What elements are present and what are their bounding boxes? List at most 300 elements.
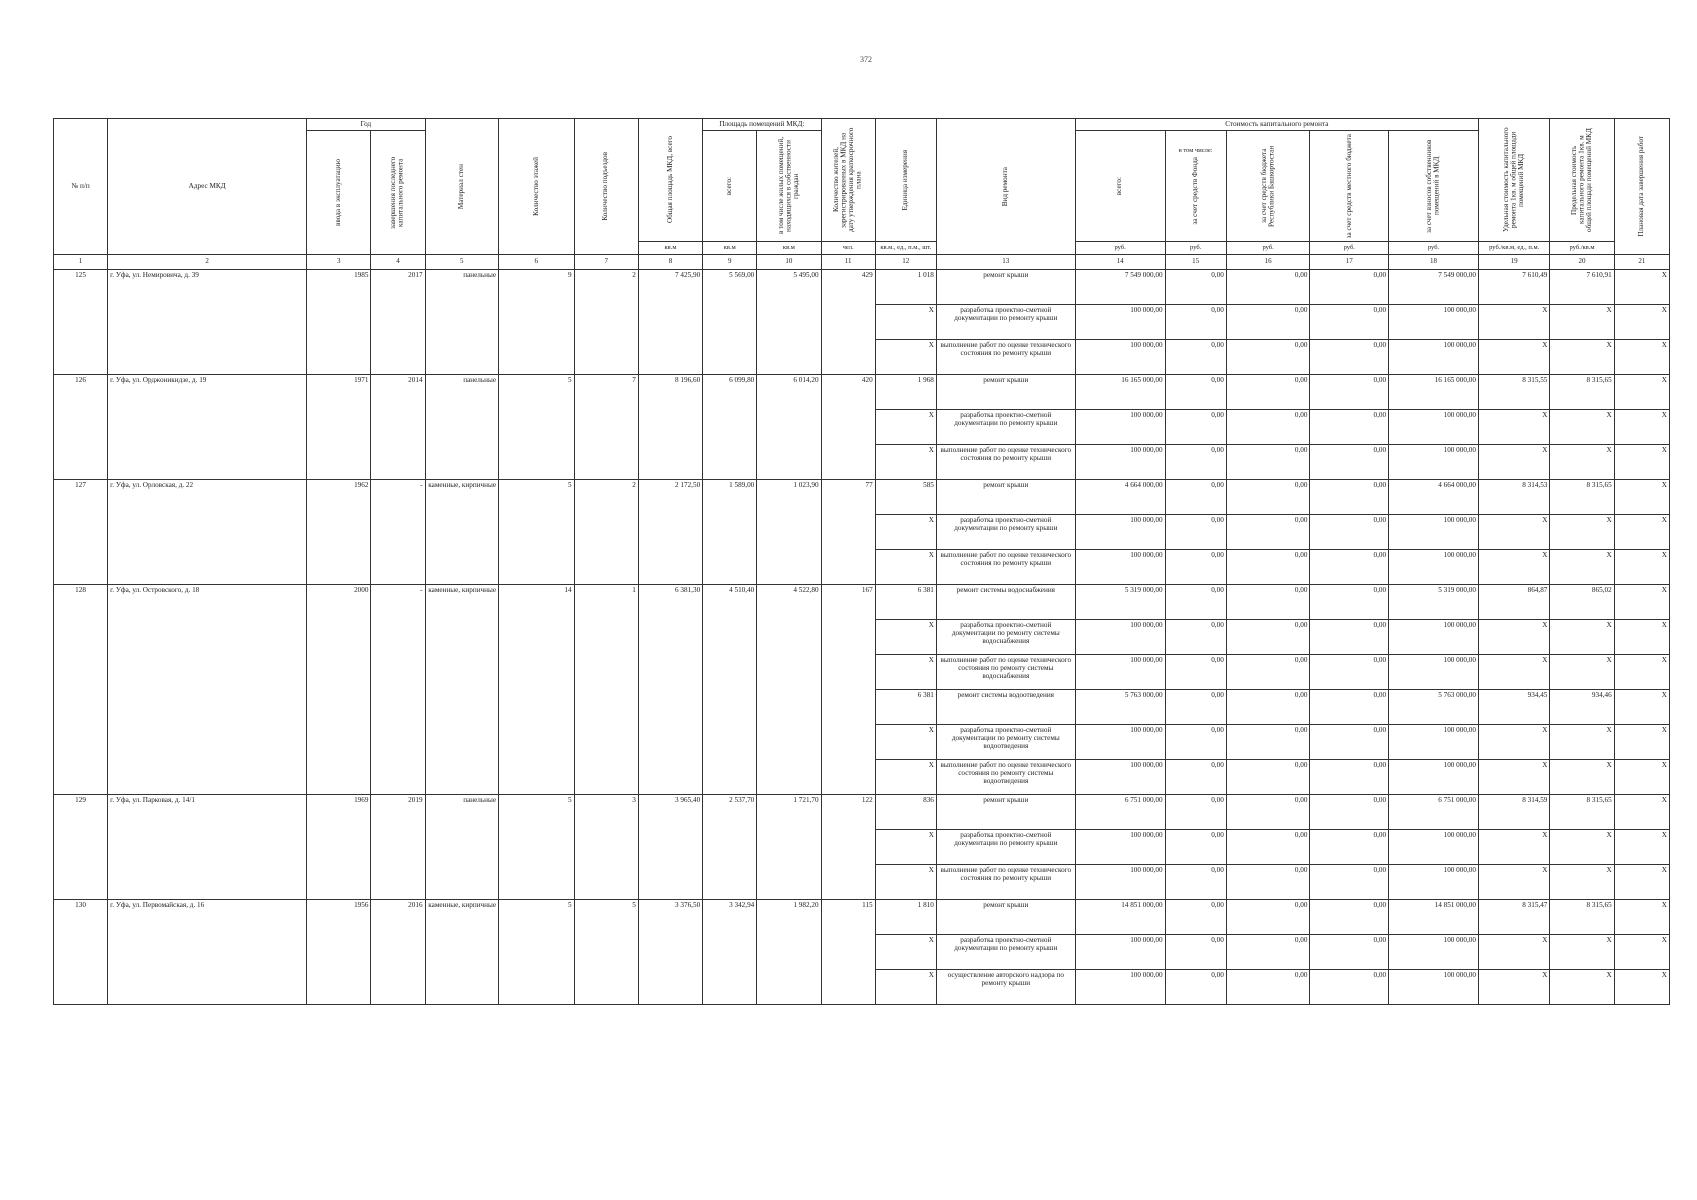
cost-local: 0,00	[1310, 690, 1389, 725]
repair-type: разработка проектно-сметной документации по ремонту крыши	[936, 830, 1075, 865]
table-row	[54, 480, 1670, 515]
repair-type: ремонт крыши	[936, 480, 1075, 515]
planned-date: X	[1614, 270, 1669, 305]
cost-fund: 0,00	[1165, 445, 1226, 480]
max-cost: X	[1550, 865, 1614, 900]
house-number: 127	[54, 480, 108, 585]
unit-area-all: кв.м	[703, 242, 757, 255]
col-number: 6	[499, 255, 575, 270]
floors: 5	[499, 900, 575, 1005]
cost-total: 100 000,00	[1075, 865, 1165, 900]
cost-republic: 0,00	[1226, 760, 1310, 795]
quantity: X	[875, 830, 936, 865]
planned-date: X	[1614, 480, 1669, 515]
cost-fund: 0,00	[1165, 480, 1226, 515]
cost-local: 0,00	[1310, 725, 1389, 760]
cost-republic: 0,00	[1226, 935, 1310, 970]
area-all: 3 342,94	[703, 900, 757, 1005]
year-last-repair: 2019	[371, 795, 425, 900]
cost-owners: 100 000,00	[1389, 305, 1479, 340]
max-cost: X	[1550, 340, 1614, 375]
year-last-repair: 2014	[371, 375, 425, 480]
total-area: 3 376,50	[638, 900, 702, 1005]
header-year-last-repair: завершения последнего капитального ремонта	[371, 131, 425, 255]
capital-repair-table	[53, 118, 1670, 1005]
house-address: г. Уфа, ул. Островского, д. 18	[108, 585, 307, 795]
max-cost: 865,02	[1550, 585, 1614, 620]
repair-type: ремонт системы водоотведения	[936, 690, 1075, 725]
quantity: X	[875, 305, 936, 340]
planned-date: X	[1614, 655, 1669, 690]
cost-republic: 0,00	[1226, 655, 1310, 690]
cost-republic: 0,00	[1226, 690, 1310, 725]
planned-date: X	[1614, 725, 1669, 760]
col-number: 4	[371, 255, 425, 270]
max-cost: X	[1550, 620, 1614, 655]
repair-type: разработка проектно-сметной документации по ремонту крыши	[936, 515, 1075, 550]
cost-fund: 0,00	[1165, 795, 1226, 830]
residents: 115	[821, 900, 875, 1005]
cost-fund: 0,00	[1165, 725, 1226, 760]
cost-total: 6 751 000,00	[1075, 795, 1165, 830]
unit-cost: 934,45	[1478, 690, 1549, 725]
header-planned-date: Плановая дата завершения работ	[1614, 119, 1669, 255]
repair-type: ремонт крыши	[936, 375, 1075, 410]
cost-owners: 100 000,00	[1389, 830, 1479, 865]
col-number: 3	[307, 255, 371, 270]
header-address: Адрес МКД	[108, 119, 307, 255]
residents: 420	[821, 375, 875, 480]
unit-cost: 8 314,53	[1478, 480, 1549, 515]
cost-total: 5 763 000,00	[1075, 690, 1165, 725]
total-area: 8 196,60	[638, 375, 702, 480]
col-number: 19	[1478, 255, 1549, 270]
area-contrib: 5 495,00	[757, 270, 821, 375]
cost-republic: 0,00	[1226, 865, 1310, 900]
repair-type: ремонт крыши	[936, 270, 1075, 305]
planned-date: X	[1614, 795, 1669, 830]
cost-republic: 0,00	[1226, 480, 1310, 515]
col-number: 13	[936, 255, 1075, 270]
cost-owners: 4 664 000,00	[1389, 480, 1479, 515]
year-commission: 2000	[307, 585, 371, 795]
quantity: 585	[875, 480, 936, 515]
floors: 5	[499, 375, 575, 480]
house-number: 129	[54, 795, 108, 900]
cost-total: 16 165 000,00	[1075, 375, 1165, 410]
cost-local: 0,00	[1310, 655, 1389, 690]
house-number: 128	[54, 585, 108, 795]
cost-total: 100 000,00	[1075, 515, 1165, 550]
max-cost: X	[1550, 445, 1614, 480]
max-cost: X	[1550, 305, 1614, 340]
entrances: 2	[574, 480, 638, 585]
cost-total: 100 000,00	[1075, 935, 1165, 970]
header-entrances: Количество подъездов	[574, 119, 638, 255]
repair-type: выполнение работ по оценке технического состояния по ремонту крыши	[936, 865, 1075, 900]
year-last-repair: 2017	[371, 270, 425, 375]
quantity: X	[875, 935, 936, 970]
cost-owners: 100 000,00	[1389, 655, 1479, 690]
cost-fund: 0,00	[1165, 900, 1226, 935]
col-number: 12	[875, 255, 936, 270]
year-last-repair: -	[371, 480, 425, 585]
floors: 5	[499, 480, 575, 585]
planned-date: X	[1614, 515, 1669, 550]
col-number: 8	[638, 255, 702, 270]
col-number: 15	[1165, 255, 1226, 270]
header-max-cost: Предельная стоимость капитального ремонта 1кв. м общей площади помещений МКД	[1550, 119, 1614, 242]
unit-area-contrib: кв.м	[757, 242, 821, 255]
cost-local: 0,00	[1310, 410, 1389, 445]
cost-local: 0,00	[1310, 340, 1389, 375]
cost-republic: 0,00	[1226, 515, 1310, 550]
max-cost: X	[1550, 760, 1614, 795]
header-cost-republic: за счет средств бюджета Республики Башкортостан	[1226, 131, 1310, 242]
planned-date: X	[1614, 445, 1669, 480]
cost-owners: 6 751 000,00	[1389, 795, 1479, 830]
cost-owners: 100 000,00	[1389, 725, 1479, 760]
quantity: X	[875, 550, 936, 585]
cost-republic: 0,00	[1226, 725, 1310, 760]
entrances: 7	[574, 375, 638, 480]
house-number: 125	[54, 270, 108, 375]
unit-cost: X	[1478, 725, 1549, 760]
unit-cost-local: руб.	[1310, 242, 1389, 255]
cost-total: 100 000,00	[1075, 760, 1165, 795]
quantity: X	[875, 760, 936, 795]
col-number: 20	[1550, 255, 1614, 270]
header-floors: Количество этажей	[499, 119, 575, 255]
max-cost: 8 315,65	[1550, 480, 1614, 515]
col-number: 11	[821, 255, 875, 270]
header-total-area: Общая площадь МКД, всего	[638, 119, 702, 242]
repair-type: ремонт крыши	[936, 795, 1075, 830]
cost-total: 100 000,00	[1075, 550, 1165, 585]
header-cost-fund: в том числе: за счет средств Фонда	[1165, 131, 1226, 242]
planned-date: X	[1614, 410, 1669, 445]
unit-cost: 864,87	[1478, 585, 1549, 620]
wall-material: каменные, кирпичные	[425, 480, 498, 585]
cost-republic: 0,00	[1226, 795, 1310, 830]
residents: 122	[821, 795, 875, 900]
area-contrib: 6 014,20	[757, 375, 821, 480]
unit-cost-total: руб.	[1075, 242, 1165, 255]
total-area: 3 965,40	[638, 795, 702, 900]
total-area: 7 425,90	[638, 270, 702, 375]
col-number: 14	[1075, 255, 1165, 270]
cost-local: 0,00	[1310, 515, 1389, 550]
repair-type: разработка проектно-сметной документации по ремонту крыши	[936, 935, 1075, 970]
cost-republic: 0,00	[1226, 970, 1310, 1005]
cost-owners: 100 000,00	[1389, 550, 1479, 585]
quantity: X	[875, 340, 936, 375]
cost-republic: 0,00	[1226, 305, 1310, 340]
header-no: № п/п	[54, 119, 108, 255]
house-address: г. Уфа, ул. Немировича, д. 39	[108, 270, 307, 375]
repair-type: разработка проектно-сметной документации по ремонту крыши	[936, 410, 1075, 445]
wall-material: панельные	[425, 795, 498, 900]
cost-owners: 100 000,00	[1389, 935, 1479, 970]
col-number: 5	[425, 255, 498, 270]
cost-local: 0,00	[1310, 305, 1389, 340]
house-address: г. Уфа, ул. Орджоникидзе, д. 19	[108, 375, 307, 480]
cost-total: 100 000,00	[1075, 725, 1165, 760]
unit-cost: 8 315,47	[1478, 900, 1549, 935]
cost-owners: 100 000,00	[1389, 865, 1479, 900]
header-including: в том числе:	[1178, 146, 1213, 154]
repair-type: выполнение работ по оценке технического состояния по ремонту системы водоотведения	[936, 760, 1075, 795]
cost-local: 0,00	[1310, 935, 1389, 970]
header-unit-cost: Удельная стоимость капитального ремонта 1кв. м общей площади помещений МКД	[1478, 119, 1549, 242]
cost-republic: 0,00	[1226, 410, 1310, 445]
cost-total: 100 000,00	[1075, 655, 1165, 690]
quantity: X	[875, 970, 936, 1005]
year-commission: 1971	[307, 375, 371, 480]
planned-date: X	[1614, 900, 1669, 935]
cost-fund: 0,00	[1165, 760, 1226, 795]
max-cost: X	[1550, 725, 1614, 760]
wall-material: панельные	[425, 270, 498, 375]
area-all: 5 569,00	[703, 270, 757, 375]
house-number: 126	[54, 375, 108, 480]
house-number: 130	[54, 900, 108, 1005]
col-number: 18	[1389, 255, 1479, 270]
max-cost: 8 315,65	[1550, 900, 1614, 935]
area-contrib: 1 023,90	[757, 480, 821, 585]
cost-fund: 0,00	[1165, 865, 1226, 900]
cost-total: 5 319 000,00	[1075, 585, 1165, 620]
cost-owners: 7 549 000,00	[1389, 270, 1479, 305]
house-address: г. Уфа, ул. Первомайская, д. 16	[108, 900, 307, 1005]
cost-owners: 100 000,00	[1389, 760, 1479, 795]
wall-material: панельные	[425, 375, 498, 480]
unit-cost: X	[1478, 515, 1549, 550]
cost-fund: 0,00	[1165, 410, 1226, 445]
planned-date: X	[1614, 935, 1669, 970]
year-commission: 1962	[307, 480, 371, 585]
repair-type: ремонт системы водоснабжения	[936, 585, 1075, 620]
cost-fund: 0,00	[1165, 935, 1226, 970]
max-cost: 8 315,65	[1550, 375, 1614, 410]
unit-cost: X	[1478, 550, 1549, 585]
repair-type: разработка проектно-сметной документации по ремонту крыши	[936, 305, 1075, 340]
year-commission: 1985	[307, 270, 371, 375]
cost-owners: 100 000,00	[1389, 620, 1479, 655]
cost-local: 0,00	[1310, 970, 1389, 1005]
table-body	[54, 270, 1670, 1005]
cost-fund: 0,00	[1165, 585, 1226, 620]
area-all: 4 510,40	[703, 585, 757, 795]
unit-cost: X	[1478, 305, 1549, 340]
entrances: 2	[574, 270, 638, 375]
quantity: 1 018	[875, 270, 936, 305]
cost-local: 0,00	[1310, 795, 1389, 830]
residents: 77	[821, 480, 875, 585]
table-row	[54, 585, 1670, 620]
cost-fund: 0,00	[1165, 270, 1226, 305]
quantity: X	[875, 865, 936, 900]
cost-fund: 0,00	[1165, 620, 1226, 655]
unit-cost-fund: руб.	[1165, 242, 1226, 255]
unit-max-cost: руб./кв.м	[1550, 242, 1614, 255]
cost-local: 0,00	[1310, 620, 1389, 655]
cost-total: 14 851 000,00	[1075, 900, 1165, 935]
cost-republic: 0,00	[1226, 270, 1310, 305]
wall-material: каменные, кирпичные	[425, 585, 498, 795]
quantity: X	[875, 620, 936, 655]
quantity: 836	[875, 795, 936, 830]
col-number: 21	[1614, 255, 1669, 270]
area-all: 2 537,70	[703, 795, 757, 900]
unit-cost: X	[1478, 865, 1549, 900]
quantity: X	[875, 655, 936, 690]
entrances: 3	[574, 795, 638, 900]
cost-fund: 0,00	[1165, 515, 1226, 550]
planned-date: X	[1614, 620, 1669, 655]
cost-fund: 0,00	[1165, 550, 1226, 585]
area-all: 6 099,80	[703, 375, 757, 480]
cost-total: 100 000,00	[1075, 445, 1165, 480]
unit-cost-owners: руб.	[1389, 242, 1479, 255]
quantity: 6 381	[875, 690, 936, 725]
header-year-group: Год	[307, 119, 425, 131]
repair-type: ремонт крыши	[936, 900, 1075, 935]
max-cost: 8 315,65	[1550, 795, 1614, 830]
cost-local: 0,00	[1310, 270, 1389, 305]
unit-cost: X	[1478, 445, 1549, 480]
cost-local: 0,00	[1310, 830, 1389, 865]
year-commission: 1969	[307, 795, 371, 900]
header-area-contrib: в том числе жилых помещений, находящихся в собственности граждан	[757, 131, 821, 242]
unit-measure: кв.м., ед., п.м., шт.	[875, 242, 936, 255]
repair-type: выполнение работ по оценке технического состояния по ремонту крыши	[936, 445, 1075, 480]
unit-cost: 8 314,59	[1478, 795, 1549, 830]
planned-date: X	[1614, 375, 1669, 410]
table-row	[54, 795, 1670, 830]
planned-date: X	[1614, 760, 1669, 795]
cost-fund: 0,00	[1165, 970, 1226, 1005]
cost-total: 7 549 000,00	[1075, 270, 1165, 305]
cost-local: 0,00	[1310, 760, 1389, 795]
planned-date: X	[1614, 340, 1669, 375]
planned-date: X	[1614, 830, 1669, 865]
quantity: X	[875, 445, 936, 480]
residents: 429	[821, 270, 875, 375]
max-cost: X	[1550, 410, 1614, 445]
cost-republic: 0,00	[1226, 900, 1310, 935]
repair-type: выполнение работ по оценке технического состояния по ремонту крыши	[936, 550, 1075, 585]
total-area: 2 172,50	[638, 480, 702, 585]
max-cost: X	[1550, 655, 1614, 690]
max-cost: 7 610,91	[1550, 270, 1614, 305]
cost-local: 0,00	[1310, 585, 1389, 620]
cost-owners: 16 165 000,00	[1389, 375, 1479, 410]
cost-republic: 0,00	[1226, 375, 1310, 410]
planned-date: X	[1614, 585, 1669, 620]
max-cost: X	[1550, 550, 1614, 585]
year-last-repair: 2016	[371, 900, 425, 1005]
table-row	[54, 900, 1670, 935]
cost-fund: 0,00	[1165, 340, 1226, 375]
col-number: 10	[757, 255, 821, 270]
planned-date: X	[1614, 970, 1669, 1005]
planned-date: X	[1614, 305, 1669, 340]
header-wall-material: Материал стен	[425, 119, 498, 255]
floors: 9	[499, 270, 575, 375]
header-year-commission: ввода в эксплуатацию	[307, 131, 371, 255]
col-number: 9	[703, 255, 757, 270]
unit-cost: X	[1478, 760, 1549, 795]
cost-total: 100 000,00	[1075, 340, 1165, 375]
cost-fund: 0,00	[1165, 690, 1226, 725]
cost-owners: 100 000,00	[1389, 515, 1479, 550]
cost-republic: 0,00	[1226, 830, 1310, 865]
house-address: г. Уфа, ул. Парковая, д. 14/1	[108, 795, 307, 900]
cost-total: 100 000,00	[1075, 620, 1165, 655]
cost-total: 100 000,00	[1075, 970, 1165, 1005]
repair-type: разработка проектно-сметной документации по ремонту системы водоотведения	[936, 725, 1075, 760]
cost-local: 0,00	[1310, 480, 1389, 515]
repair-type: осуществление авторского надзора по ремонту крыши	[936, 970, 1075, 1005]
col-number: 2	[108, 255, 307, 270]
year-last-repair: -	[371, 585, 425, 795]
unit-unit-cost: руб./кв.м, ед., п.м.	[1478, 242, 1549, 255]
cost-total: 100 000,00	[1075, 305, 1165, 340]
cost-fund: 0,00	[1165, 305, 1226, 340]
col-number: 7	[574, 255, 638, 270]
max-cost: 934,46	[1550, 690, 1614, 725]
entrances: 5	[574, 900, 638, 1005]
floors: 14	[499, 585, 575, 795]
planned-date: X	[1614, 690, 1669, 725]
col-number: 16	[1226, 255, 1310, 270]
repair-type: разработка проектно-сметной документации по ремонту системы водоснабжения	[936, 620, 1075, 655]
cost-total: 4 664 000,00	[1075, 480, 1165, 515]
quantity: 1 810	[875, 900, 936, 935]
cost-total: 100 000,00	[1075, 410, 1165, 445]
header-cost-group: Стоимость капитального ремонта	[1075, 119, 1478, 131]
header-cost-owners: за счет взносов собственников помещений в МКД	[1389, 131, 1479, 242]
cost-owners: 5 763 000,00	[1389, 690, 1479, 725]
entrances: 1	[574, 585, 638, 795]
cost-republic: 0,00	[1226, 445, 1310, 480]
unit-cost: X	[1478, 410, 1549, 445]
quantity: 6 381	[875, 585, 936, 620]
header-residents: Количество жителей, зарегистрированных в МКД на дату утверждения краткосрочного плана	[821, 119, 875, 242]
header-area-group: Площадь помещений МКД:	[703, 119, 821, 131]
cost-republic: 0,00	[1226, 620, 1310, 655]
col-number: 17	[1310, 255, 1389, 270]
cost-owners: 100 000,00	[1389, 340, 1479, 375]
area-contrib: 1 982,20	[757, 900, 821, 1005]
header-cost-local: за счет средств местного бюджета	[1310, 131, 1389, 242]
max-cost: X	[1550, 935, 1614, 970]
unit-cost: 7 610,49	[1478, 270, 1549, 305]
year-commission: 1956	[307, 900, 371, 1005]
col-number: 1	[54, 255, 108, 270]
cost-fund: 0,00	[1165, 655, 1226, 690]
max-cost: X	[1550, 830, 1614, 865]
unit-total-area: кв.м	[638, 242, 702, 255]
cost-local: 0,00	[1310, 550, 1389, 585]
capital-repair-table-sheet	[53, 118, 1670, 1005]
unit-cost: X	[1478, 830, 1549, 865]
area-all: 1 589,00	[703, 480, 757, 585]
header-repair-type: Вид ремонта	[936, 119, 1075, 255]
cost-fund: 0,00	[1165, 830, 1226, 865]
cost-owners: 5 319 000,00	[1389, 585, 1479, 620]
